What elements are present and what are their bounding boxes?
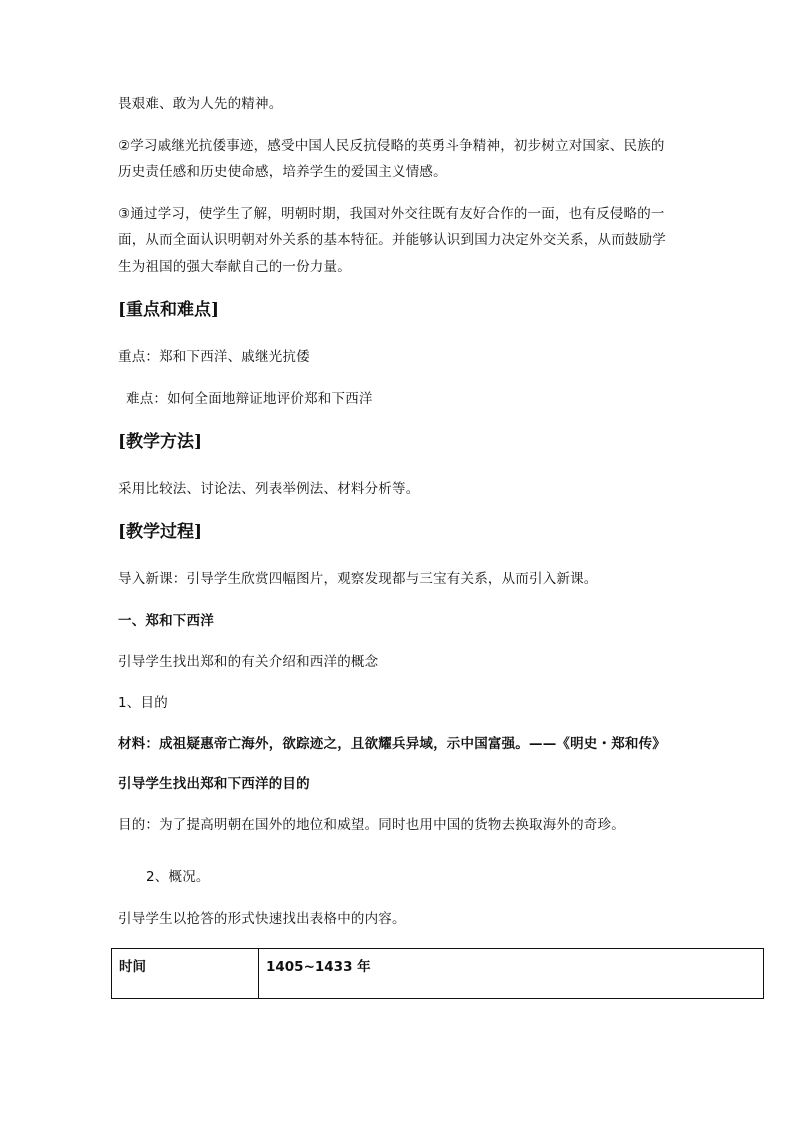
purpose-text: 目的：为了提高明朝在国外的地位和威望。同时也用中国的货物去换取海外的奇珍。 <box>118 817 625 833</box>
table-row <box>112 949 764 999</box>
paragraph-line: 面，从而全面认识明朝对外关系的基本特征。并能够认识到国力决定外交关系，从而鼓励学 <box>118 232 666 248</box>
guide-table: 引导学生以抢答的形式快速找出表格中的内容。 <box>118 911 406 927</box>
subsection-overview: 2、概况。 <box>146 869 210 885</box>
paragraph-line: ③通过学习，使学生了解，明朝时期，我国对外交往既有友好合作的一面，也有反侵略的一 <box>118 206 665 222</box>
intro-text: 导入新课：引导学生欣赏四幅图片，观察发现都与三宝有关系，从而引入新课。 <box>118 571 598 587</box>
table-cell-value: 1405~1433 年 <box>259 949 764 999</box>
part1-guide: 引导学生找出郑和的有关介绍和西洋的概念 <box>118 654 379 670</box>
paragraph-line: ②学习戚继光抗倭事迹，感受中国人民反抗侵略的英勇斗争精神，初步树立对国家、民族的 <box>118 138 665 154</box>
table-cell-label: 时间 <box>112 949 259 999</box>
subsection-purpose: 1、目的 <box>118 695 168 711</box>
key-points-heading: [重点和难点] <box>118 300 220 320</box>
paragraph-line: 畏艰难、敢为人先的精神。 <box>118 96 283 112</box>
paragraph-line: 生为祖国的强大奉献自己的一份力量。 <box>118 259 351 275</box>
guide-purpose: 引导学生找出郑和下西洋的目的 <box>118 776 310 792</box>
methods-text: 采用比较法、讨论法、列表举例法、材料分析等。 <box>118 481 420 497</box>
key-point: 重点：郑和下西洋、戚继光抗倭 <box>118 349 310 365</box>
difficult-point: 难点：如何全面地辩证地评价郑和下西洋 <box>126 391 373 407</box>
material-quote: 材料：成祖疑惠帝亡海外，欲踪迹之，且欲耀兵异域，示中国富强。——《明史・郑和传》 <box>118 736 666 752</box>
method-heading: [教学方法] <box>118 432 203 452</box>
part1-title: 一、郑和下西洋 <box>118 613 214 629</box>
overview-table <box>111 948 764 999</box>
process-heading: [教学过程] <box>118 522 203 542</box>
paragraph-line: 历史责任感和历史使命感，培养学生的爱国主义情感。 <box>118 164 447 180</box>
